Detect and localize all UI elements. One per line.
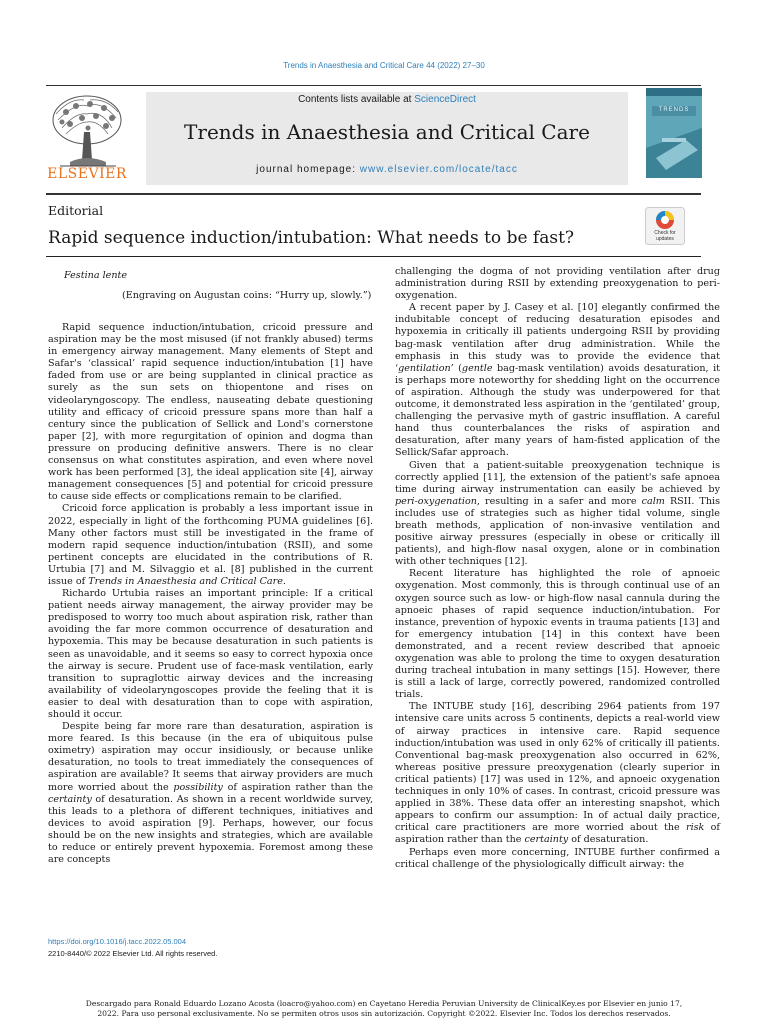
paragraph: Rapid sequence induction/intubation, cricoid pressure and aspiration may be the most misused (if not frankly abused) terms in emergency airway management. Many elements of Stept and Safar's ‘classical’ rapid sequence induction/intubation [1] have faded from use or are being supplanted in clinical practice as surely as the sun sets on thiopentone and rises on videolaryngoscopy. The endless, nauseating debate questioning utility and efficacy of cricoid pressure spans more than half a century since the publication of Sellick and Lond's cornerstone paper [2], with more regurgitation of opinion and dogma than pressure on producing definitive answers. There is no clear consensus on what constitutes aspiration, and even where novel work has been performed [3], the ideal application site [4], airway management consequences [5] and potential for cricoid pressure to cause side effects or complications remain to be clarified. [48,322,373,503]
paragraph: Perhaps even more concerning, INTUBE further confirmed a critical challenge of the physiologically difficult airway: the [395,846,720,870]
text-run: RSII. This includes use of strategies such as higher tidal volume, single breath methods, application of non-invasive ventilation and positive airway pressures (especially in obese or critically ill patients), and high-flow nasal oxygen, alone or in combination with other techniques [12]. [395,495,720,568]
text-run: The INTUBE study [16], describing 2964 patients from 197 intensive care units across 5 continents, depicts a real-world view of airway practices in intensive care. Rapid sequence induction/intubation was used in only 62% of critically ill patients. Conventional bag-mask preoxygenation also occurred in 62%, whereas positive pressure preoxygenation (clearly superior in critical patients) [17] was used in 12%, and apnoeic oxygenation techniques in only 10% of cases. In contrast, cricoid pressure was applied in 38%. These data offer an interesting snapshot, which appears to confirm our assumption: In of actual daily practice, critical care practitioners are more worried about the [395,701,720,834]
download-notice-line-2: 2022. Para uso personal exclusivamente. No se permiten otros usos sin autorización. Copyright ©2022. Elsevier Inc. Todos los derechos reservados. [97,1009,671,1018]
paragraph [48,503,373,588]
paragraph [395,701,720,846]
text-run: ’ ( [450,362,462,374]
elsevier-wordmark: ELSEVIER [47,166,127,182]
contents-prefix: Contents lists available at [298,94,415,105]
homepage-prefix: journal homepage: [256,164,360,175]
text-run: bag-mask ventilation) avoids desaturation, it is perhaps more noteworthy for shedding light on the occurrence of aspiration. Although the study was underpowered for that outcome, it demonstrated less aspiration in the ‘gentilated’ group, challenging the pervasive myth of gastric insufflation. A careful hand thus counterbalances the risks of aspiration and desaturation, after many years of ham-fisted application of the Sellick/Safar approach. [395,362,720,459]
paragraph: Richardo Urtubia raises an important principle: If a critical patient needs airway management, the airway provider may be predisposed to worry too much about aspiration risk, rather than avoiding the far more common occurrence of desaturation and hypoxemia. This may be because desaturation in such patients is seen as unavoidable, and it seems so easy to correct hypoxia once the airway is secure. Prudent use of face-mask ventilation, early transition to supraglottic airway devices and the increasing availability of videolaryngoscopes provide the feeling that it is easier to deal with desaturation than to cope with aspiration, should it occur. [48,588,373,720]
text-run: of desaturation. [568,834,649,846]
article-section: Editorial [48,203,104,218]
sciencedirect-link[interactable]: ScienceDirect [414,94,476,105]
emphasis: gentilation [398,362,451,374]
journal-homepage [146,164,628,175]
text-run: of aspiration rather than the [395,822,720,846]
journal-title: Trends in Anaesthesia and Critical Care [184,120,590,144]
body-column-left [48,322,373,866]
motto-translation: (Engraving on Augustan coins: “Hurry up, slowly.”) [122,290,372,301]
text-run: Despite being far more rare than desaturation, aspiration is more feared. Is this because (in the era of ubiquitous pulse oximetry) aspiration may occur insidiously, or because unlike desaturation, no tools to treat immediately the consequences of aspiration are available? It seems that airway providers are much more worried about the [48,721,373,793]
emphasis: risk [685,822,705,834]
elsevier-logo [46,92,128,188]
doi-link[interactable]: https://doi.org/10.1016/j.tacc.2022.05.004 [48,937,187,946]
journal-cover-thumbnail[interactable] [646,88,702,178]
text-run: Cricoid force application is probably a less important issue in 2022, especially in light of the forthcoming PUMA guidelines [6]. Many other factors must still be investigated in the frame of modern rapid sequence induction/intubation (RSII), and some pertinent concepts are elucidated in the contributions of R. Urtubia [7] and M. Silvaggio et al. [8] published in the current issue of [48,503,373,587]
issn-copyright: 2210-8440/© 2022 Elsevier Ltd. All rights reserved. [48,949,218,958]
text-run: , resulting in a safer and more [476,495,642,507]
article-title: Rapid sequence induction/intubation: What needs to be fast? [48,228,575,248]
emphasis: calm [641,495,665,507]
text-run: of desaturation. As shown in a recent worldwide survey, this leads to a plethora of different techniques, initiatives and devices to avoid aspiration [9]. Perhaps, however, our focus should be on the new insights and strategies, which are available to reduce or entirely prevent hypoxemia. Foremost among these are concepts [48,793,373,866]
text-run: . [282,575,286,587]
journal-citation[interactable]: Trends in Anaesthesia and Critical Care 44 (2022) 27–30 [283,61,485,70]
text-run: of aspiration rather than the [222,781,373,793]
title-rule [46,256,701,257]
journal-cover-image [646,88,702,178]
emphasis: peri-oxygenation [395,495,477,507]
emphasis: gentle [461,362,493,374]
paragraph [395,302,720,459]
motto-latin: Festina lente [64,270,128,281]
emphasis: certainty [48,793,92,805]
emphasis: possibility [173,781,223,793]
text-run: A recent paper by J. Casey et al. [10] elegantly confirmed the indubitable concept of reducing desaturation episodes and hypoxemia in critically ill patients undergoing RSII by providing bag-mask ventilation after drug administration. While the emphasis in this study was to provide the evidence that ‘ [395,302,720,374]
contents-line [146,94,628,105]
header-rule-bottom [46,193,701,195]
paragraph [395,460,720,569]
journal-name-italic: Trends in Anaesthesia and Critical Care [88,575,283,587]
check-updates-line-2: updates [656,236,674,242]
cover-label: TRENDS [658,107,690,113]
text-run: Given that a patient-suitable preoxygenation technique is correctly applied [11], the extension of the patient's safe apnoea time during airway instrumentation can easily be achieved by [395,459,720,495]
paragraph: Recent literature has highlighted the role of apnoeic oxygenation. Most commonly, this is through continual use of an oxygen source such as low- or high-flow nasal cannula during the apnoeic phases of rapid sequence induction/intubation. For instance, prevention of hypoxic events in trauma patients [13] and for emergency intubation [14] in this context have been demonstrated, and a recent review described that apnoeic oxygenation was able to prolong the time to oxygen desaturation during tracheal intubation in many settings [15]. However, there is still a lack of large, correctly powered, randomized controlled trials. [395,568,720,701]
check-for-updates-badge[interactable] [645,207,685,245]
homepage-link[interactable]: www.elsevier.com/locate/tacc [359,164,518,175]
emphasis: certainty [524,834,569,846]
header-rule-top [46,85,701,86]
paragraph [48,721,373,866]
check-updates-line-1: Check for [654,230,676,236]
body-column-right [395,266,720,871]
download-notice-line-1: Descargado para Ronald Eduardo Lozano Acosta (loacro@yahoo.com) en Cayetano Heredia Peruvian University de ClinicalKey.es por Elsevier en junio 17, [85,999,683,1008]
paragraph: challenging the dogma of not providing ventilation after drug administration during RSII by extending preoxygenation to peri-oxygenation. [395,266,720,302]
